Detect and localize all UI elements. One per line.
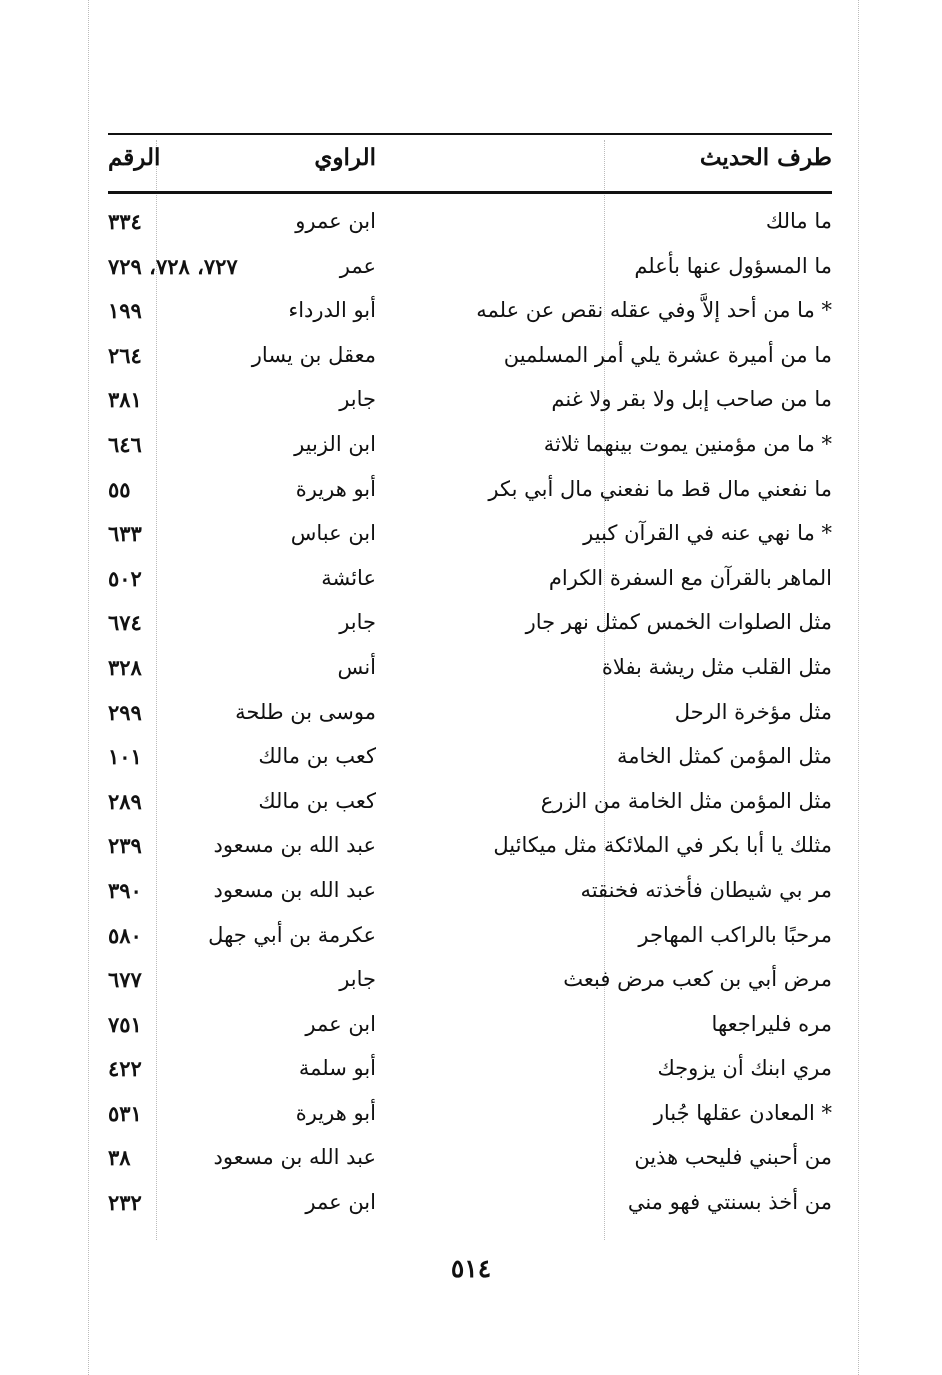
narrator-name: أبو الدرداء: [288, 298, 376, 323]
hadith-number: ١٠١: [108, 744, 142, 770]
narrator-name: عبد الله بن مسعود: [213, 877, 376, 902]
hadith-text: مثلك يا أبا بكر في الملائكة مثل ميكائيل: [493, 833, 832, 858]
hadith-number: ٣٣٤: [108, 209, 142, 234]
narrator-name: معقل بن يسار: [251, 342, 376, 367]
table-row: [108, 651, 832, 696]
header-hadith: طرف الحديث: [699, 144, 832, 171]
narrator-name: عائشة: [321, 565, 376, 590]
narrator-name: كعب بن مالك: [258, 744, 376, 769]
table-row: [108, 1008, 832, 1053]
hadith-text: * ما نهي عنه في القرآن كبير: [583, 521, 832, 546]
hadith-number: ٥٣١: [108, 1100, 142, 1126]
hadith-text: مره فليراجعها: [711, 1011, 832, 1036]
hadith-text: مثل المؤمن مثل الخامة من الزرع: [540, 788, 832, 813]
hadith-number: ٦٤٦: [108, 431, 142, 457]
hadith-text: ما من أميرة عشرة يلي أمر المسلمين: [503, 342, 832, 367]
narrator-name: أنس: [337, 654, 376, 679]
hadith-number: ٢٩٩: [108, 699, 142, 725]
hadith-number: ٥٠٢: [108, 565, 142, 591]
narrator-name: أبو سلمة: [298, 1056, 376, 1081]
hadith-text: مثل المؤمن كمثل الخامة: [616, 744, 832, 769]
table-row: [108, 740, 832, 785]
narrator-name: عمر: [339, 253, 376, 278]
hadith-text: مرحبًا بالراكب المهاجر: [638, 922, 832, 947]
header-top-rule: [108, 133, 832, 135]
hadith-number: ٧٢٧، ٧٢٨، ٧٢٩: [108, 253, 238, 279]
hadith-number: ٦٧٤: [108, 610, 142, 636]
hadith-text: من أحبني فليحب هذين: [634, 1145, 832, 1170]
hadith-text: الماهر بالقرآن مع السفرة الكرام: [548, 565, 832, 590]
narrator-name: ابن عباس: [290, 521, 376, 546]
table-row: [108, 294, 832, 339]
hadith-text: من أخذ بسنتي فهو مني: [627, 1190, 832, 1215]
hadith-number: ٥٨٠: [108, 922, 142, 948]
hadith-text: مر بي شيطان فأخذته فخنقته: [580, 877, 832, 902]
hadith-text: * ما من أحد إلاَّ وفي عقله نقص عن علمه: [476, 298, 832, 323]
hadith-text: مثل الصلوات الخمس كمثل نهر جار: [525, 610, 832, 635]
dotted-guide-right: [858, 0, 859, 1375]
table-row: [108, 963, 832, 1008]
table-row: [108, 874, 832, 919]
hadith-number: ٦٣٣: [108, 521, 142, 547]
dotted-guide-left: [88, 0, 89, 1375]
hadith-text: ما نفعني مال قط ما نفعني مال أبي بكر: [488, 476, 832, 501]
table-row: [108, 1186, 832, 1231]
hadith-text: ما مالك: [765, 209, 832, 233]
hadith-number: ٢٦٤: [108, 342, 142, 368]
hadith-number: ٤٢٢: [108, 1056, 142, 1082]
hadith-text: ما المسؤول عنها بأعلم: [634, 253, 832, 278]
narrator-name: ابن عمر: [305, 1190, 376, 1215]
hadith-text: مثل مؤخرة الرحل: [674, 699, 832, 724]
hadith-number: ٣٨١: [108, 387, 142, 413]
hadith-number: ٣٢٨: [108, 654, 142, 680]
table-row: [108, 428, 832, 473]
hadith-text: مرض أبي بن كعب مرض فبعث: [563, 967, 832, 992]
hadith-number: ٢٣٢: [108, 1190, 142, 1216]
narrator-name: عبد الله بن مسعود: [213, 833, 376, 858]
table-row: [108, 606, 832, 651]
table-row: [108, 696, 832, 741]
narrator-name: ابن عمر: [305, 1011, 376, 1036]
table-row: [108, 339, 832, 384]
table-row: [108, 383, 832, 428]
header-bottom-rule: [108, 191, 832, 194]
table-row: [108, 562, 832, 607]
narrator-name: جابر: [339, 967, 376, 992]
narrator-name: جابر: [339, 610, 376, 635]
header-number: الرقم: [108, 144, 161, 171]
table-row: [108, 829, 832, 874]
table-row: [108, 1052, 832, 1097]
hadith-number: ٣٨: [108, 1145, 131, 1171]
header-narrator: الراوي: [314, 144, 376, 171]
narrator-name: كعب بن مالك: [258, 788, 376, 813]
table-header: [108, 140, 832, 184]
table-row: [108, 250, 832, 295]
table-row: [108, 517, 832, 562]
table-row: [108, 919, 832, 964]
hadith-number: ١٩٩: [108, 298, 142, 324]
table-row: [108, 205, 832, 250]
hadith-number: ٦٧٧: [108, 967, 142, 993]
table-row: [108, 1141, 832, 1186]
hadith-number: ٢٣٩: [108, 833, 142, 859]
narrator-name: أبو هريرة: [295, 476, 376, 501]
hadith-text: * المعادن عقلها جُبار: [653, 1100, 832, 1125]
narrator-name: أبو هريرة: [295, 1100, 376, 1125]
narrator-name: ابن عمرو: [295, 209, 376, 233]
hadith-text: ما من صاحب إبل ولا بقر ولا غنم: [551, 387, 832, 412]
hadith-number: ٣٩٠: [108, 877, 142, 903]
hadith-number: ٥٥: [108, 476, 131, 502]
index-table: [108, 205, 832, 1231]
table-row: [108, 473, 832, 518]
hadith-text: مري ابنك أن يزوجك: [657, 1056, 832, 1081]
narrator-name: جابر: [339, 387, 376, 412]
narrator-name: عكرمة بن أبي جهل: [208, 922, 376, 947]
narrator-name: عبد الله بن مسعود: [213, 1145, 376, 1170]
table-row: [108, 1097, 832, 1142]
hadith-number: ٢٨٩: [108, 788, 142, 814]
page-number: ٥١٤: [450, 1254, 492, 1283]
hadith-text: * ما من مؤمنين يموت بينهما ثلاثة: [543, 431, 832, 456]
hadith-text: مثل القلب مثل ريشة بفلاة: [601, 654, 832, 679]
hadith-number: ٧٥١: [108, 1011, 142, 1037]
narrator-name: موسى بن طلحة: [235, 699, 376, 724]
narrator-name: ابن الزبير: [294, 431, 376, 456]
table-row: [108, 785, 832, 830]
